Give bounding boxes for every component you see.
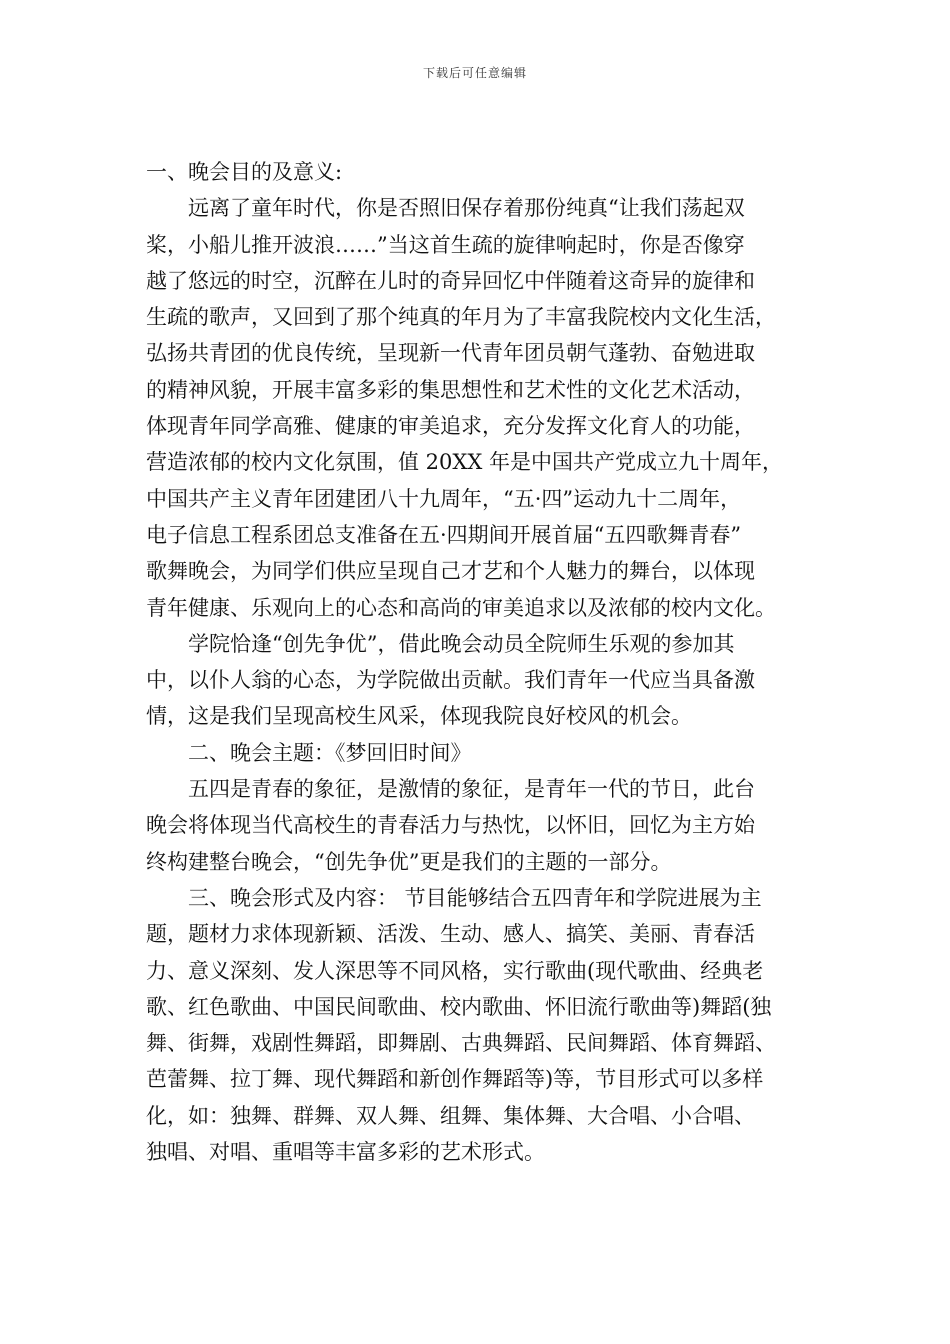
paragraph-line: 中国共产主义青年团建团八十九周年，“五·四”运动九十二周年， bbox=[146, 486, 742, 511]
paragraph-line: 力、意义深刻、发人深思等不同风格，实行歌曲(现代歌曲、经典老 bbox=[146, 958, 764, 983]
paragraph-line: 青年健康、乐观向上的心态和高尚的审美追求以及浓郁的校内文化。 bbox=[146, 595, 776, 620]
paragraph-line: 终构建整台晚会，“创先争优”更是我们的主题的一部分。 bbox=[146, 849, 672, 874]
paragraph-line: 远离了童年时代，你是否照旧保存着那份纯真“让我们荡起双 bbox=[188, 196, 745, 221]
paragraph-line: 歌、红色歌曲、中国民间歌曲、校内歌曲、怀旧流行歌曲等)舞蹈(独 bbox=[146, 994, 772, 1019]
paragraph-line: 体现青年同学高雅、健康的审美追求，充分发挥文化育人的功能， bbox=[146, 414, 755, 439]
section-heading-2: 二、晚会主题：《梦回旧时间》 bbox=[188, 740, 472, 765]
document-body bbox=[146, 154, 806, 1170]
paragraph-line: 歌舞晚会，为同学们供应呈现自己才艺和个人魅力的舞台，以体现 bbox=[146, 559, 755, 584]
paragraph-line: 营造浓郁的校内文化氛围，值 20XX 年是中国共产党成立九十周年， bbox=[146, 450, 783, 475]
paragraph-line: 晚会将体现当代高校生的青春活力与热忱，以怀旧，回忆为主方始 bbox=[146, 813, 755, 838]
paragraph-line: 电子信息工程系团总支准备在五·四期间开展首届“五四歌舞青春” bbox=[146, 522, 742, 547]
paragraph-line: 化，如：独舞、群舞、双人舞、组舞、集体舞、大合唱、小合唱、 bbox=[146, 1103, 755, 1128]
paragraph-line: 桨，小船儿推开波浪……”当这首生疏的旋律响起时，你是否像穿 bbox=[146, 232, 745, 257]
section-heading-3: 三、晚会形式及内容： 节目能够结合五四青年和学院进展为主 bbox=[188, 885, 762, 910]
paragraph-line: 越了悠远的时空，沉醉在儿时的奇异回忆中伴随着这奇异的旋律和 bbox=[146, 268, 755, 293]
paragraph-line: 的精神风貌，开展丰富多彩的集思想性和艺术性的文化艺术活动， bbox=[146, 377, 755, 402]
paragraph-line: 舞、街舞，戏剧性舞蹈，即舞剧、古典舞蹈、民间舞蹈、体育舞蹈、 bbox=[146, 1031, 776, 1056]
paragraph-line: 生疏的歌声，又回到了那个纯真的年月为了丰富我院校内文化生活， bbox=[146, 305, 776, 330]
paragraph-line: 情，这是我们呈现高校生风采，体现我院良好校风的机会。 bbox=[146, 704, 692, 729]
page-header: 下载后可任意编辑 bbox=[422, 66, 527, 80]
section-heading-1: 一、晚会目的及意义: bbox=[146, 160, 343, 184]
paragraph-line: 学院恰逢“创先争优”，借此晚会动员全院师生乐观的参加其 bbox=[188, 631, 735, 656]
paragraph-line: 题，题材力求体现新颖、活泼、生动、感人、搞笑、美丽、青春活 bbox=[146, 922, 755, 947]
paragraph-line: 中，以仆人翁的心态，为学院做出贡献。我们青年一代应当具备激 bbox=[146, 668, 755, 693]
paragraph-line: 独唱、对唱、重唱等丰富多彩的艺术形式。 bbox=[146, 1140, 545, 1165]
paragraph-line: 五四是青春的象征，是激情的象征，是青年一代的节日，此台 bbox=[188, 777, 755, 802]
paragraph-line: 芭蕾舞、拉丁舞、现代舞蹈和新创作舞蹈等)等，节目形式可以多样 bbox=[146, 1067, 764, 1092]
paragraph-line: 弘扬共青团的优良传统，呈现新一代青年团员朝气蓬勃、奋勉进取 bbox=[146, 341, 755, 366]
